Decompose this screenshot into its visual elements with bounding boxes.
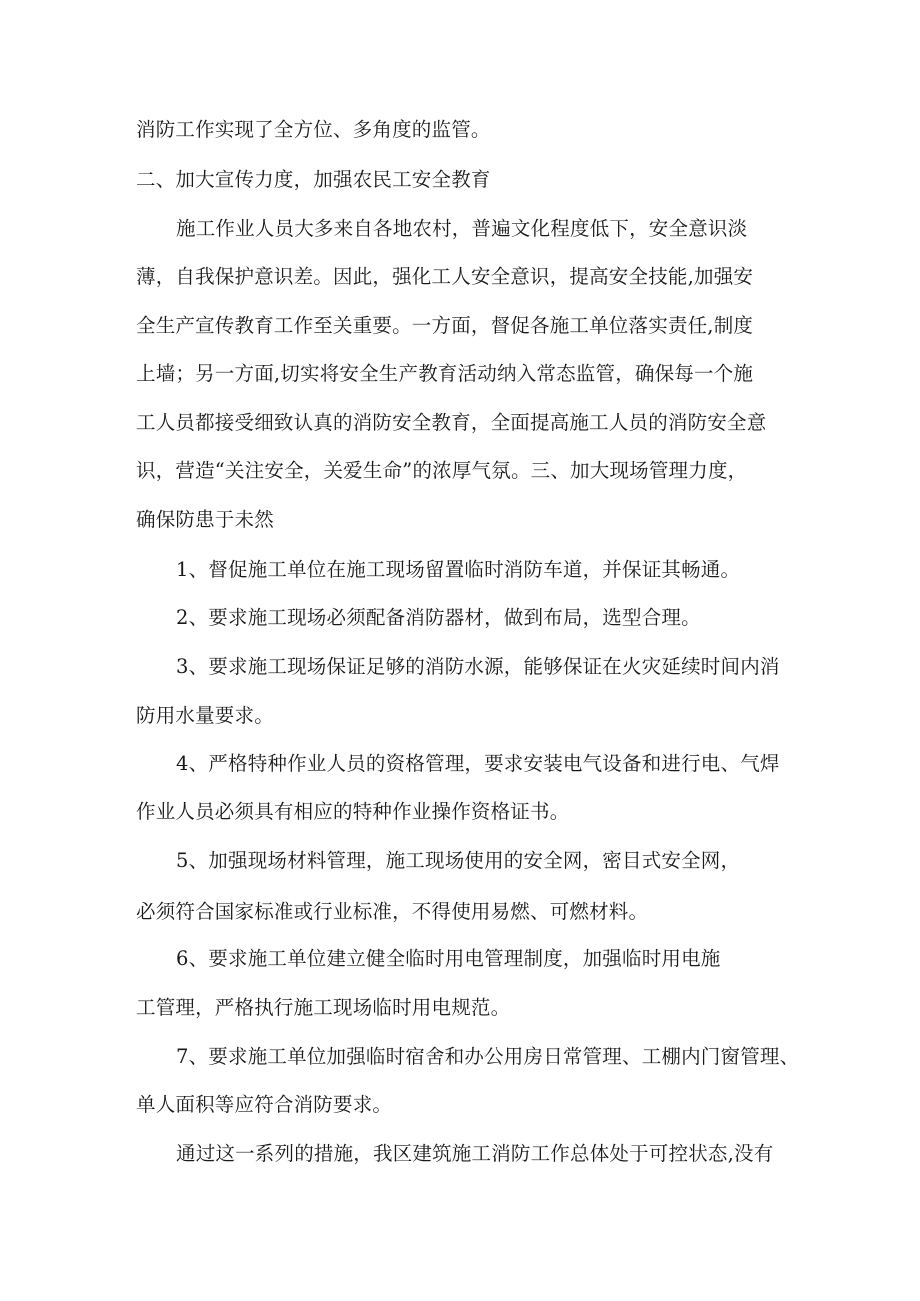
list-item: 6、要求施工单位建立健全临时用电管理制度，加强临时用电施	[176, 947, 721, 970]
text-line: 单人面积等应符合消防要求。	[136, 1093, 393, 1116]
text-line: 通过这一系列的措施，我区建筑施工消防工作总体处于可控状态,没有	[176, 1142, 774, 1165]
list-item: 7、要求施工单位加强临时宿舍和办公用房日常管理、工棚内门窗管理、	[176, 1045, 800, 1068]
list-item: 4、严格特种作业人员的资格管理，要求安装电气设备和进行电、气焊	[176, 752, 780, 775]
text-line: 作业人员必须具有相应的特种作业操作资格证书。	[136, 800, 570, 823]
list-item: 5、加强现场材料管理，施工现场使用的安全网，密目式安全网，	[176, 849, 741, 872]
text-line: 防用水量要求。	[136, 704, 274, 727]
section-heading: 二、加大宣传力度，加强农民工安全教育	[136, 168, 491, 191]
text-line: 全生产宣传教育工作至关重要。一方面，督促各施工单位落实责任,制度	[136, 314, 754, 337]
list-item: 2、要求施工现场必须配备消防器材，做到布局，选型合理。	[176, 606, 701, 629]
text-line: 消防工作实现了全方位、多角度的监管。	[136, 118, 491, 141]
text-line: 工管理，严格执行施工现场临时用电规范。	[136, 996, 511, 1019]
text-line: 必须符合国家标准或行业标准，不得使用易燃、可燃材料。	[136, 900, 649, 923]
text-line: 识，营造“关注安全，关爱生命”的浓厚气氛。三、加大现场管理力度，	[136, 459, 748, 482]
list-item: 1、督促施工单位在施工现场留置临时消防车道，并保证其畅通。	[176, 558, 741, 581]
list-item: 3、要求施工现场保证足够的消防水源，能够保证在火灾延续时间内消	[176, 655, 780, 678]
text-line: 确保防患于未然	[136, 508, 274, 531]
text-line: 薄，自我保护意识差。因此，强化工人安全意识，提高安全技能,加强安	[136, 265, 754, 288]
text-line: 上墙；另一方面,切实将安全生产教育活动纳入常态监管，确保每一个施	[136, 362, 754, 385]
text-line: 工人员都接受细致认真的消防安全教育，全面提高施工人员的消防安全意	[136, 411, 767, 434]
text-line: 施工作业人员大多来自各地农村，普遍文化程度低下，安全意识淡	[176, 217, 748, 240]
